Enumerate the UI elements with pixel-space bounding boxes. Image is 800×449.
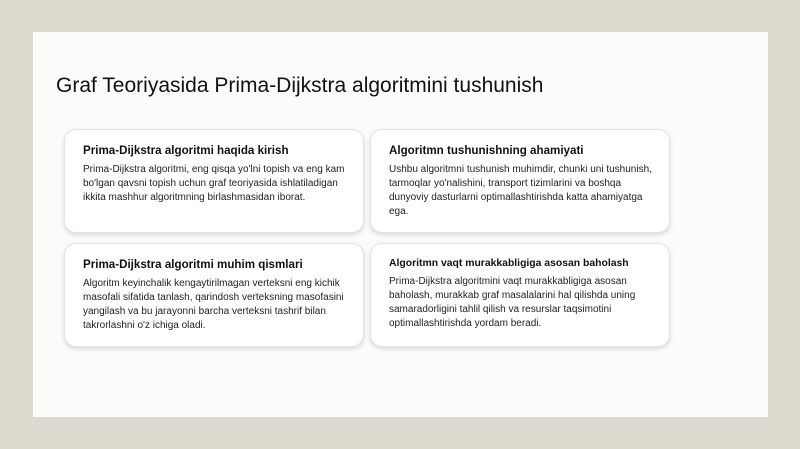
card-importance	[370, 129, 670, 233]
card-heading: Prima-Dijkstra algoritmi muhim qismlari	[83, 258, 303, 271]
card-key-parts	[64, 243, 364, 347]
card-body: Prima-Dijkstra algoritmi, eng qisqa yo'lni topish va eng kam bo'lgan qavsni topish uchun graf teoriyasida ishlatiladigan ikkita mashhur algoritmning birlashmasidan iborat.	[83, 164, 345, 203]
card-body: Prima-Dijkstra algoritmini vaqt murakkabligiga asosan baholash, murakkab graf masalalarini hal qilishda uning samaradorligini tahlil qilish va resurslar taqsimotini optimallashtirishda yordam beradi.	[389, 276, 636, 329]
card-body: Algoritm keyinchalik kengaytirilmagan verteksni eng kichik masofali sifatida tanlash, qarindosh verteksning masofasini yangilash va bu jarayonni barcha verteksni tashrif bilan takrorlashni o'z ichiga oladi.	[83, 278, 344, 331]
slide-title: Graf Teoriyasida Prima-Dijkstra algoritmini tushunish	[56, 74, 544, 97]
card-heading: Prima-Dijkstra algoritmi haqida kirish	[83, 144, 289, 157]
card-heading: Algoritmn vaqt murakkabligiga asosan baholash	[389, 258, 629, 269]
card-introduction	[64, 129, 364, 233]
card-time-complexity	[370, 243, 670, 347]
card-heading: Algoritmn tushunishning ahamiyati	[389, 144, 584, 157]
card-body: Ushbu algoritmni tushunish muhimdir, chunki uni tushunish, tarmoqlar yo'nalishini, transport tizimlarini va boshqa dunyoviy dasturlarni optimallashtirishda katta ahamiyatga ega.	[389, 164, 652, 217]
